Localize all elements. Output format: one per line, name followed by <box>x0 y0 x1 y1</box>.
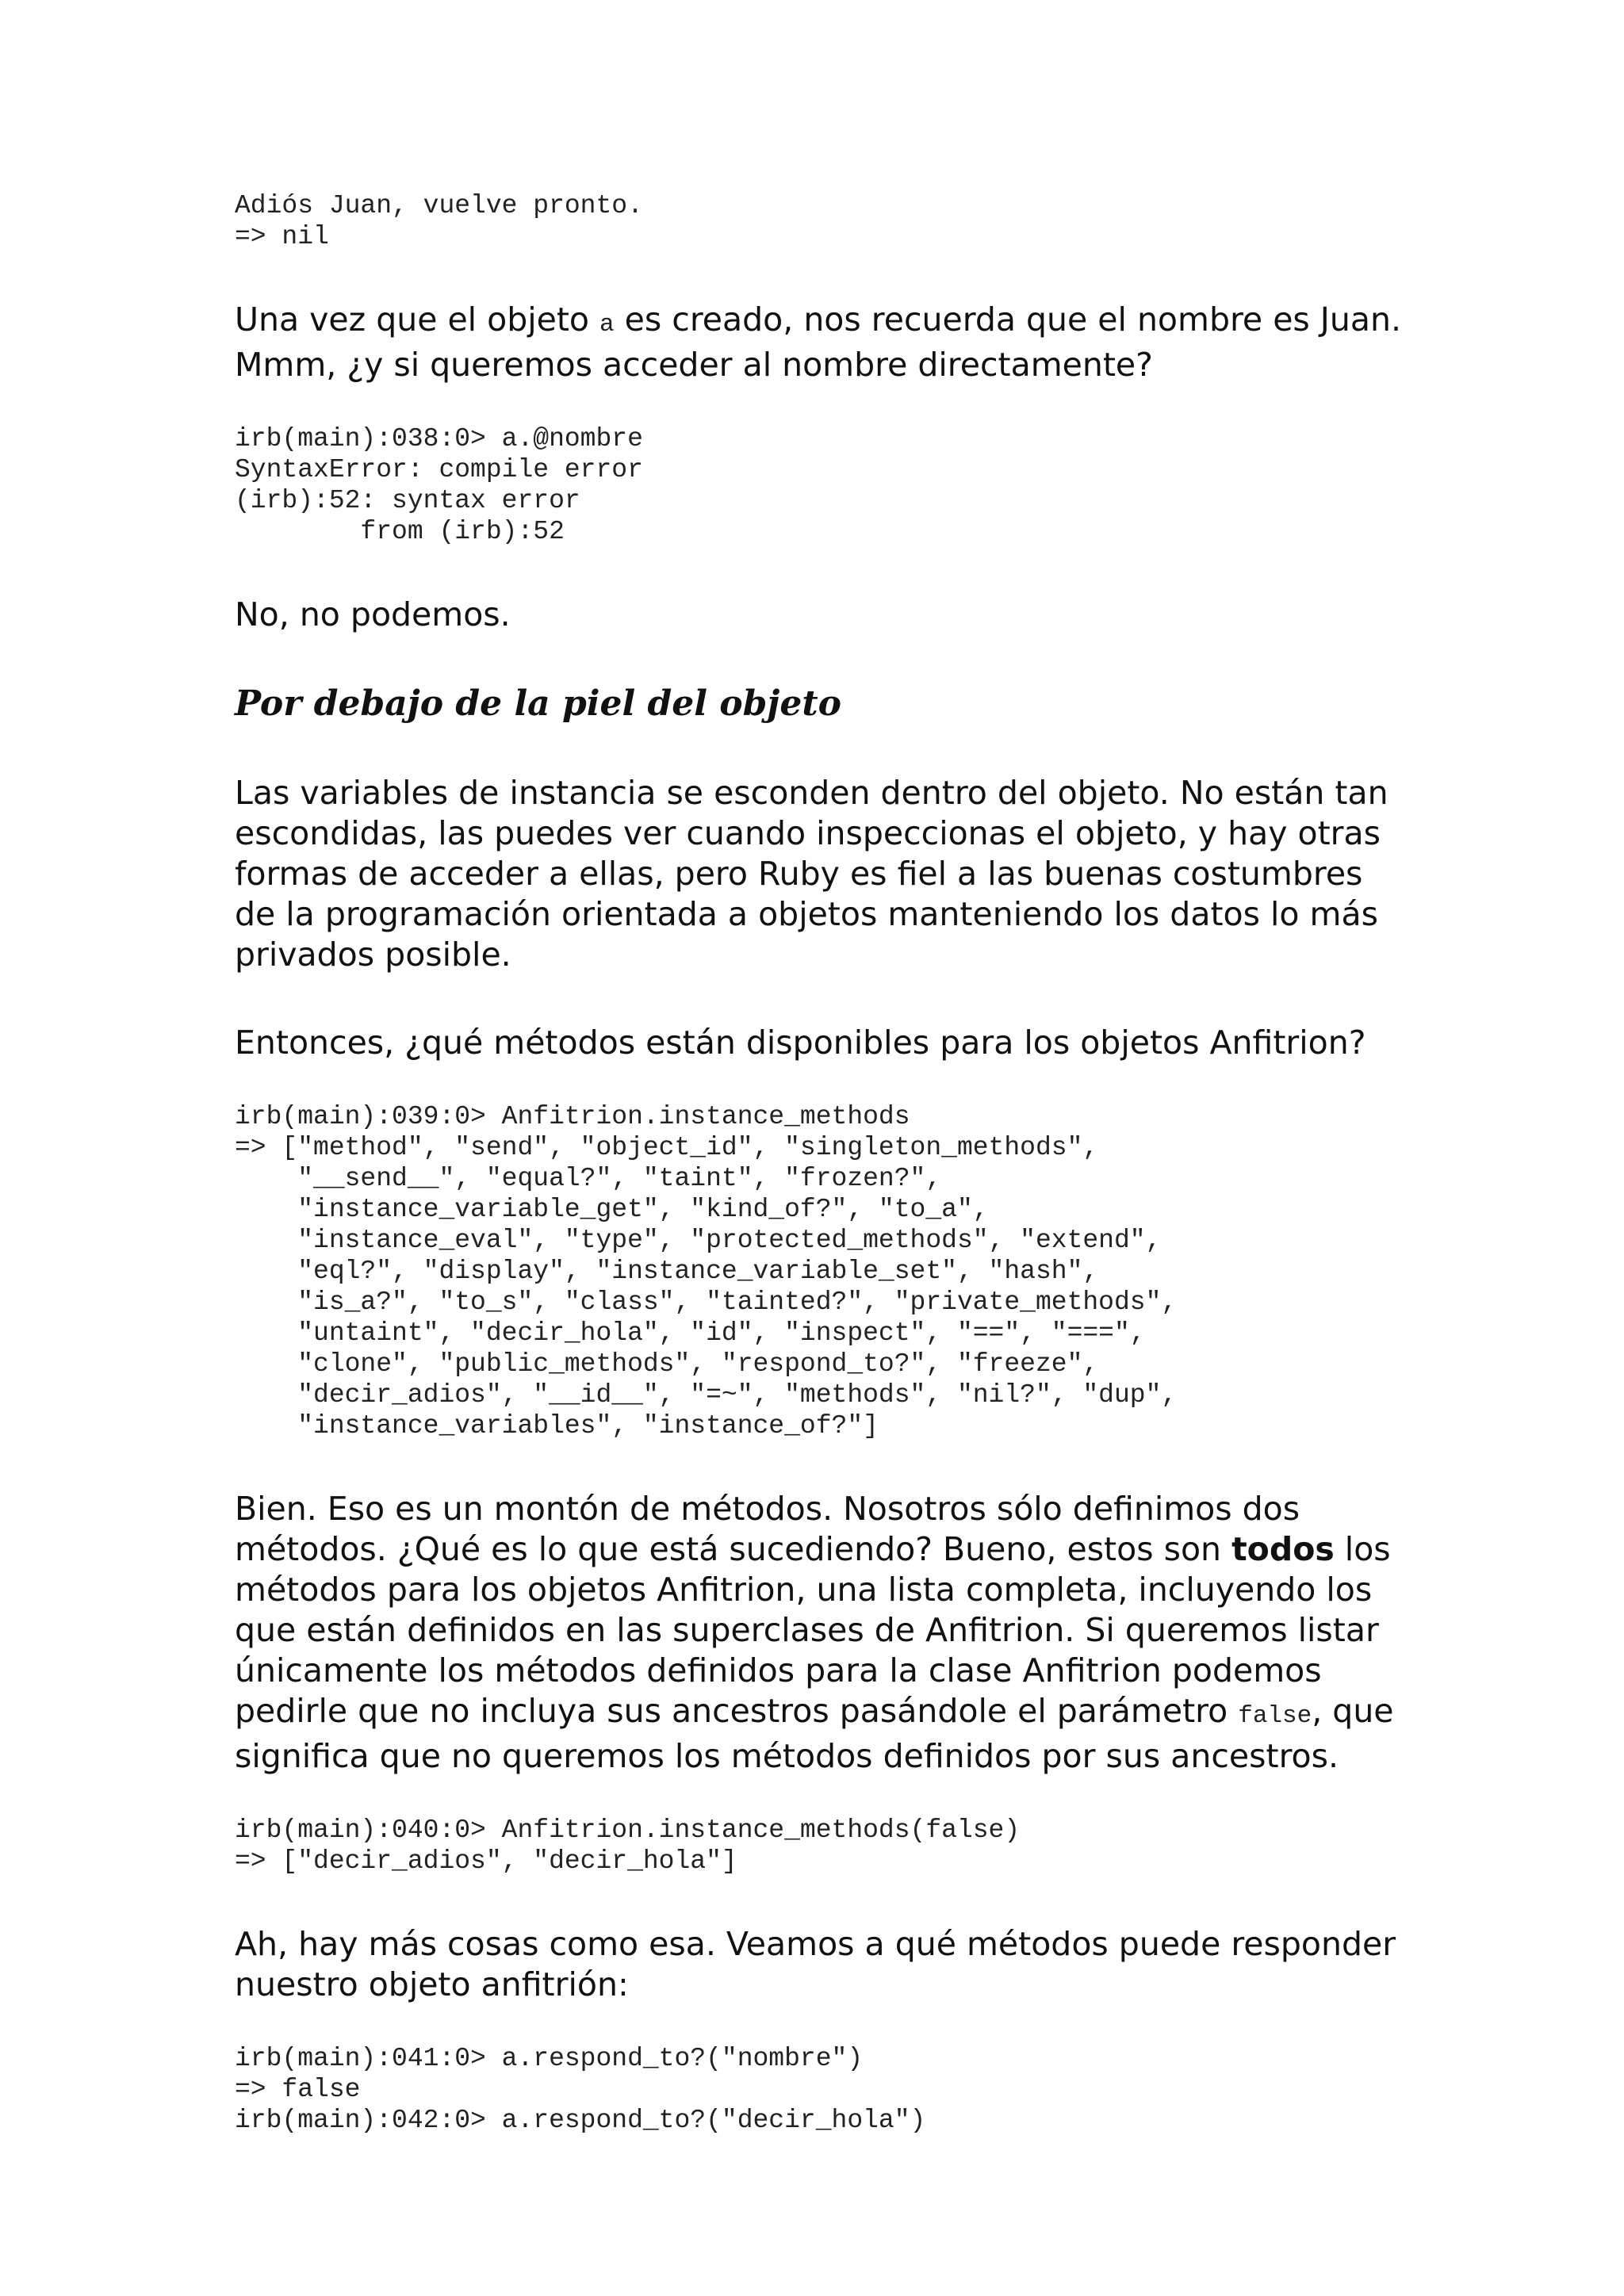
paragraph-text: , que significa que no queremos los métodos definidos por sus ancestros. <box>235 1692 1394 1775</box>
paragraph-text: Una vez que el objeto <box>235 300 600 339</box>
bold-text: todos <box>1231 1530 1335 1568</box>
code-block-instance-methods: irb(main):039:0> Anfitrion.instance_methods => ["method", "send", "object_id", "singleton_methods", "__send__", "equal?", "taint", "frozen?", "instance_variable_get", "kind_of?", "to_a", "instance_eval", "type", "protected_methods", "extend", "eql?", "display", "instance_variable_set", "hash", "is_a?", "to_s", "class", "tainted?", "private_methods", "untaint", "decir_hola", "id", "inspect", "==", "===", "clone", "public_methods", "respond_to?", "freeze", "decir_adios", "__id__", "=~", "methods", "nil?", "dup", "instance_variables", "instance_of?"] <box>235 1102 1178 1441</box>
paragraph-no-podemos: No, no podemos. <box>235 595 511 633</box>
paragraph-text: Bien. Eso es un montón de métodos. Nosotros sólo definimos dos métodos. ¿Qué es lo que está sucediendo? Bueno, estos son <box>235 1490 1300 1568</box>
paragraph-object-created <box>235 300 1408 385</box>
document-page <box>235 190 1408 2136</box>
paragraph-many-methods <box>235 1489 1408 1777</box>
inline-code: false <box>1238 1702 1312 1730</box>
code-block-respond-to: irb(main):041:0> a.respond_to?("nombre") => false irb(main):042:0> a.respond_to?("decir_hola") <box>235 2044 926 2135</box>
code-block-instance-methods-false: irb(main):040:0> Anfitrion.instance_methods(false) => ["decir_adios", "decir_hola"] <box>235 1816 1021 1876</box>
section-heading: Por debajo de la piel del objeto <box>235 683 841 724</box>
paragraph-respond-to: Ah, hay más cosas como esa. Veamos a qué métodos puede responder nuestro objeto anfitrión: <box>235 1925 1396 2003</box>
inline-code: a <box>599 311 615 339</box>
paragraph-instance-variables: Las variables de instancia se esconden dentro del objeto. No están tan escondidas, las puedes ver cuando inspeccionas el objeto, y hay otras formas de acceder a ellas, pero Ruby es fiel a las buenas costumbres de la programación orientada a objetos manteniendo los datos lo más privados posible. <box>235 774 1388 974</box>
paragraph-question-methods: Entonces, ¿qué métodos están disponibles para los objetos Anfitrion? <box>235 1024 1366 1062</box>
paragraph-text: es creado, nos recuerda que el nombre es Juan. Mmm, ¿y si queremos acceder al nombre directamente? <box>235 300 1402 384</box>
paragraph-text: los métodos para los objetos Anfitrion, una lista completa, incluyendo los que están definidos en las superclases de Anfitrion. Si queremos listar únicamente los métodos definidos para la clase Anfitrion podemos pedirle que no incluya sus ancestros pasándole el parámetro <box>235 1530 1391 1730</box>
code-block-syntax-error: irb(main):038:0> a.@nombre SyntaxError: compile error (irb):52: syntax error from (irb):52 <box>235 424 643 546</box>
code-block-irb-output: Adiós Juan, vuelve pronto. => nil <box>235 191 643 251</box>
